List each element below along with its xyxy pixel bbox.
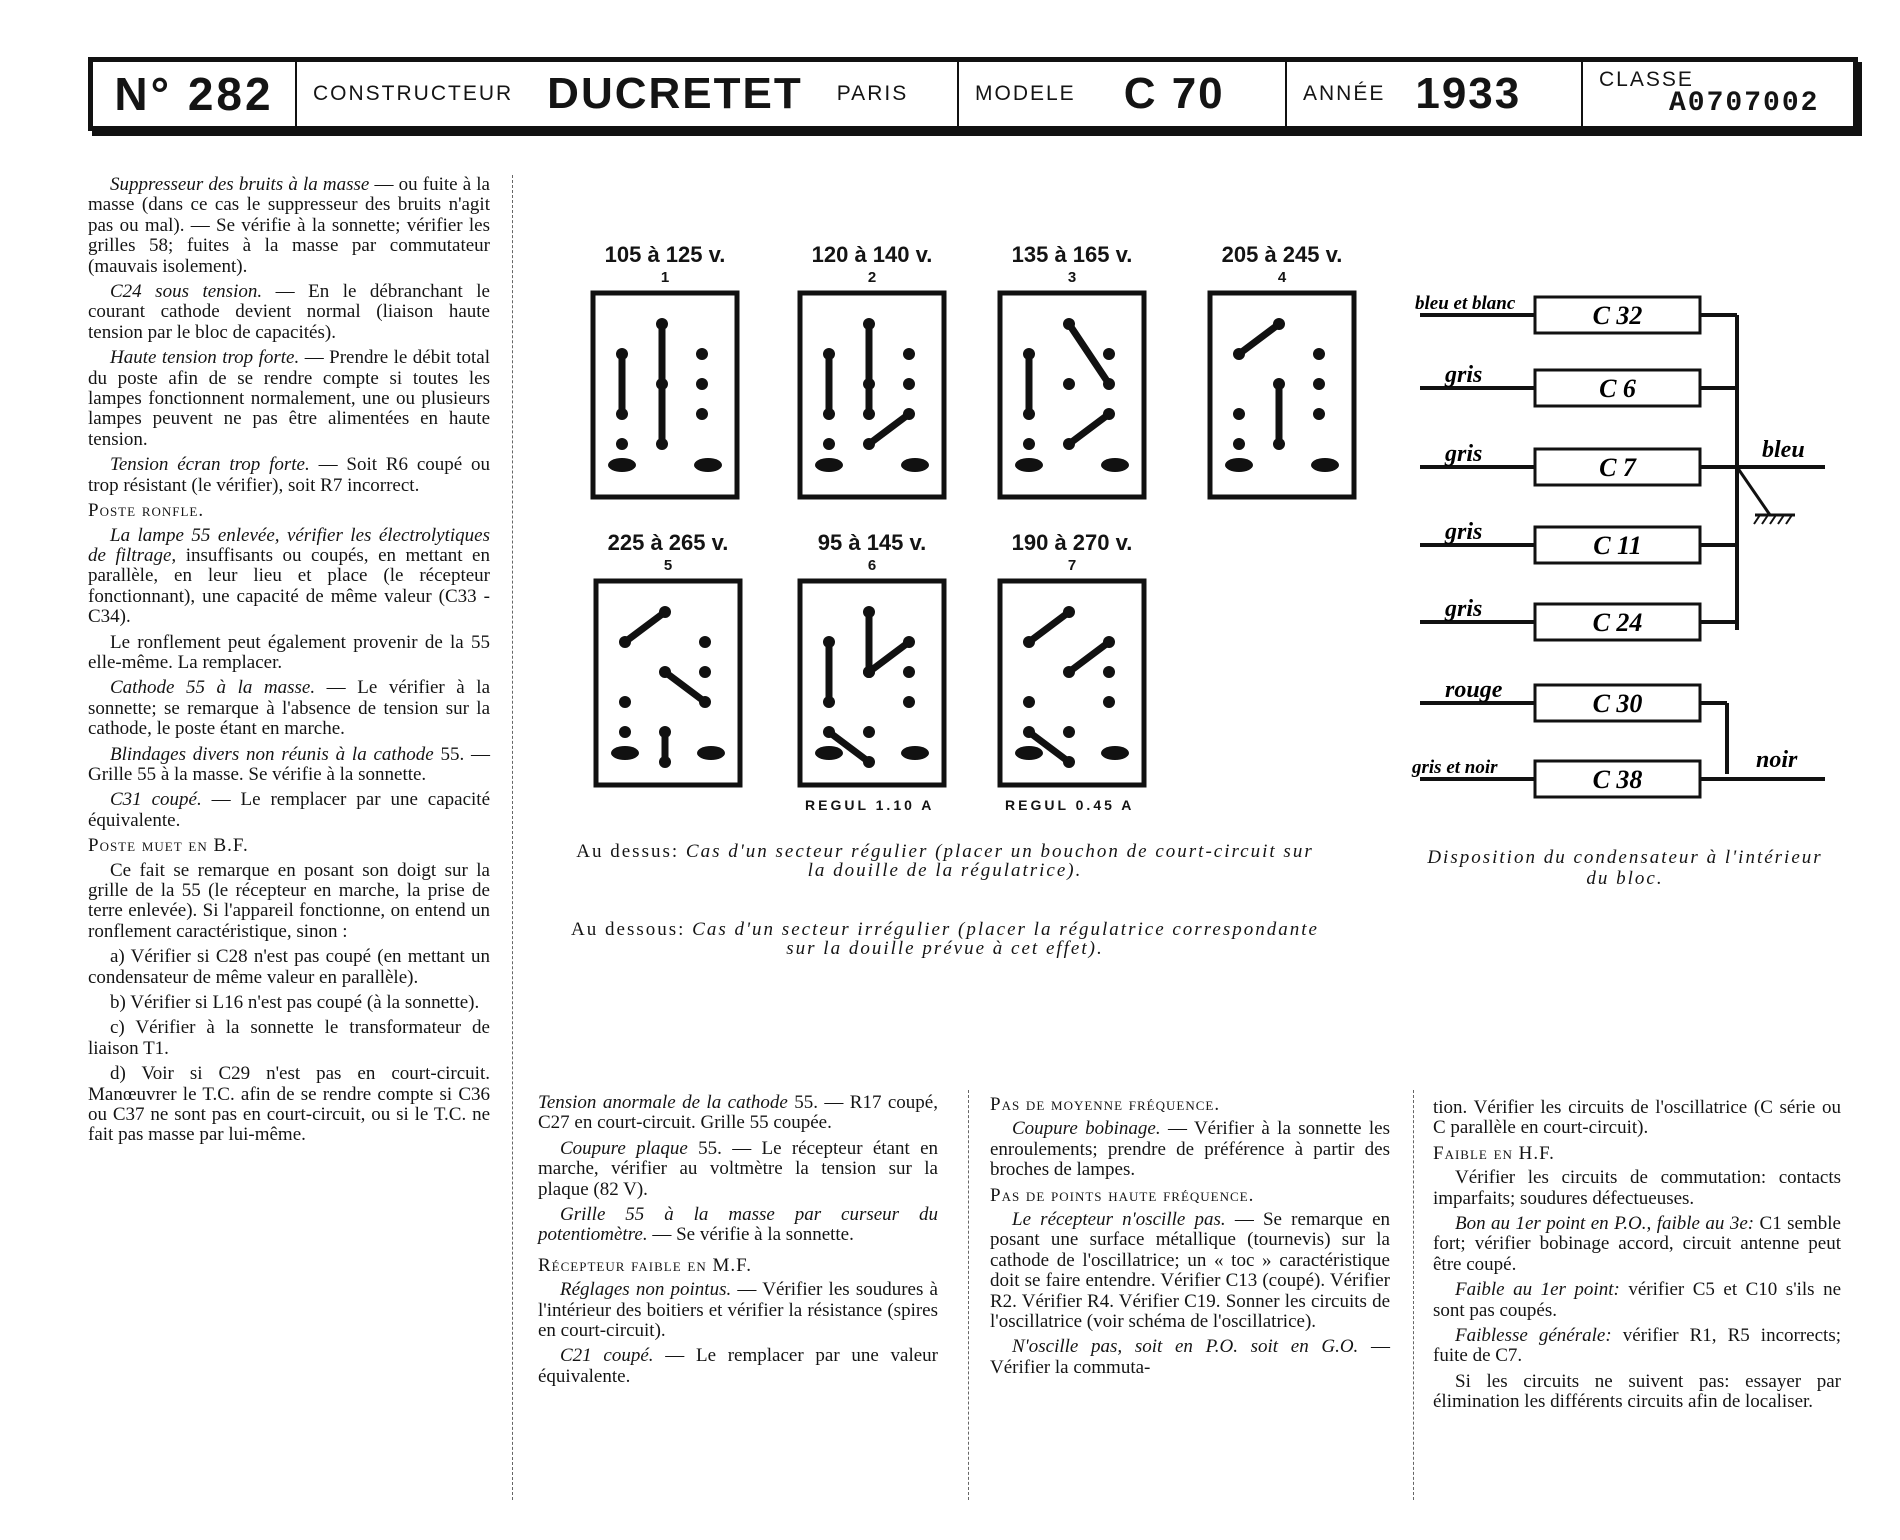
paragraph (1433, 1280, 1841, 1321)
socket-voltage-label-5: 225 à 265 v. (607, 530, 729, 555)
capacitor-row-c11 (1420, 519, 1737, 563)
regul-label-7: REGUL 0.45 A (1005, 797, 1135, 813)
sheet-number-cell (93, 62, 297, 126)
paragraph-body: — Soit R6 coupé ou trop résistant (le vérifier), soit R7 incorrect. (88, 454, 490, 496)
capacitor-label: C 30 (1592, 689, 1643, 718)
socket-number-7: 7 (1067, 557, 1077, 574)
paragraph (990, 1337, 1390, 1378)
wire-label: gris (1445, 441, 1483, 467)
paragraph-body: — Prendre le débit total du poste afin de se rendre compte si toutes les lampes fonctionnent normalement, une ou plusieurs lampes peuvent ne pas être alimentées en haute tension. (88, 347, 491, 450)
modele-value: C 70 (1123, 69, 1225, 118)
paragraph (88, 455, 490, 496)
caption-above (565, 842, 1325, 880)
socket-diagram-1 (590, 290, 740, 500)
socket-number-5: 5 (663, 557, 673, 574)
constructeur-name: DUCRETET (547, 69, 803, 118)
section-heading: Poste ronfle. (88, 500, 205, 522)
socket-diagram-7 (997, 578, 1147, 788)
paragraph (88, 745, 490, 786)
output-label-noir: noir (1756, 747, 1798, 773)
socket-number-2: 2 (867, 269, 877, 286)
paragraph-title: Bon au 1er point en P.O., faible au 3e: (1455, 1213, 1755, 1235)
capacitor-row-c6 (1420, 362, 1737, 406)
caption-text: Cas d'un secteur irrégulier (placer la régulatrice correspondante sur la douille prévue à cet effet). (692, 919, 1319, 959)
paragraph: Ce fait se remarque en posant son doigt sur la grille de la 55 (le récepteur en marche, la prise de terre enlevée). Si l'appareil fonctionne, on entend un ronflement caractéristique, sinon : (88, 859, 490, 942)
paragraph: a) Vérifier si C28 n'est pas coupé (en mettant un condensateur de même valeur en parallèle). (88, 946, 490, 988)
caption-below (565, 920, 1325, 958)
column-divider (1413, 1090, 1414, 1500)
paragraph: Si les circuits ne suivent pas: essayer par élimination les différents circuits afin de localiser. (1433, 1370, 1841, 1413)
paragraph (990, 1210, 1390, 1332)
annee-cell (1287, 62, 1583, 126)
paragraph (88, 282, 490, 343)
wire-label: gris (1445, 519, 1483, 545)
socket-diagram-6 (797, 578, 947, 788)
socket-diagram-4 (1207, 290, 1357, 500)
socket-voltage-label-4: 205 à 245 v. (1221, 242, 1343, 267)
paragraph-body: vérifier R1, R5 incorrects; fuite de C7. (1433, 1325, 1841, 1367)
paragraph (88, 348, 490, 450)
wire-label: bleu et blanc (1415, 293, 1516, 314)
classe-value: A0707002 (1669, 88, 1820, 119)
regul-label-6: REGUL 1.10 A (805, 797, 935, 813)
paragraph: Le ronflement peut également provenir de la 55 elle-même. La remplacer. (88, 631, 490, 673)
paragraph-body: vérifier C5 et C10 s'ils ne sont pas coupés. (1433, 1279, 1842, 1321)
socket-diagram-2 (797, 290, 947, 500)
caption-bloc: Disposition du condensateur à l'intérieur du bloc. (1427, 847, 1823, 889)
ground-link (1737, 467, 1770, 515)
caption-prefix: Au dessus: (576, 841, 680, 862)
paragraph-title: C21 coupé. (560, 1345, 654, 1367)
paragraph-body: — Vérifier les soudures à l'intérieur des boitiers et vérifier la résistance (spires en court-circuit). (538, 1279, 938, 1342)
paragraph-body: — En le débranchant le courant cathode devient normal (liaison haute tension par le bloc de capacités). (88, 281, 490, 343)
sheet-number: N° 282 (114, 68, 274, 120)
wire-label: gris (1445, 596, 1483, 622)
paragraph-body: — Le remplacer par une valeur équivalente. (538, 1345, 938, 1387)
paragraph-title: Grille 55 à la masse par curseur du potentiomètre. (538, 1204, 938, 1246)
text-column-4 (1433, 1098, 1841, 1418)
paragraph-body: 55. — Le récepteur étant en marche, vérifier au voltmètre la tension sur la plaque (82 V). (538, 1137, 939, 1200)
paragraph (538, 1346, 938, 1387)
capacitor-label: C 24 (1592, 608, 1643, 637)
paragraph (88, 678, 490, 739)
paragraph-title: Tension anormale de la cathode (538, 1092, 788, 1113)
capacitor-row-c24 (1420, 596, 1737, 640)
paragraph (538, 1093, 938, 1134)
text-column-left (88, 175, 490, 1151)
paragraph-body: insuffisants ou coupés, en mettant en parallèle, en leur lieu et place (le récepteur fonctionnant), une capacité de même valeur (C33 - C34). (88, 544, 490, 628)
socket-number-4: 4 (1277, 269, 1287, 286)
paragraph-title: Tension écran trop forte. (110, 454, 310, 476)
annee-label: ANNÉE (1303, 82, 1386, 105)
section-heading: Faible en H.F. (1433, 1142, 1555, 1164)
paragraph (88, 175, 490, 277)
socket-number-1: 1 (660, 269, 670, 286)
paragraph-title: Faiblesse générale: (1455, 1325, 1612, 1347)
paragraph-body: — Vérifier la commuta- (990, 1336, 1390, 1378)
section-heading: Poste muet en B.F. (88, 835, 249, 857)
wire-label: gris et noir (1412, 757, 1498, 778)
paragraph-title: Faible au 1er point: (1455, 1279, 1620, 1301)
capacitor-label: C 32 (1592, 301, 1643, 330)
paragraph-body: — Vérifier à la sonnette les enroulements; prendre de préférence à partir des broches de lampes. (990, 1118, 1390, 1181)
paragraph-title: La lampe 55 enlevée, vérifier les électrolytiques de filtrage, (88, 524, 490, 566)
paragraph-title: Cathode 55 à la masse. (110, 677, 316, 699)
socket-voltage-label-2: 120 à 140 v. (811, 242, 933, 267)
paragraph-body: — Le remplacer par une capacité équivalente. (88, 789, 491, 831)
paragraph-body: 55. — Grille 55 à la masse. Se vérifie à la sonnette. (88, 743, 490, 785)
socket-number-6: 6 (867, 557, 877, 574)
paragraph (88, 790, 490, 831)
paragraph-title: Coupure plaque (560, 1137, 688, 1159)
modele-label: MODELE (975, 82, 1076, 105)
paragraph-body: — Se remarque en posant une surface métallique (tournevis) sur la cathode de l'oscillatrice; un « toc » caractéristique doit se faire entendre. Vérifier C13 (coupé). Vérifier R2. Vérifier R4. Vérifier C19. Sonner les circuits de l'oscillatrice (voir schéma de l'oscillatrice). (990, 1209, 1391, 1333)
paragraph-title: C31 coupé. (110, 789, 202, 811)
column-divider (968, 1090, 969, 1500)
classe-label: CLASSE (1599, 68, 1694, 91)
constructeur-cell (297, 62, 957, 126)
paragraph (88, 526, 490, 628)
section-heading: Récepteur faible en M.F. (538, 1254, 752, 1276)
paragraph: tion. Vérifier les circuits de l'oscillatrice (C série ou C parallèle en court-circuit). (1433, 1097, 1841, 1139)
paragraph: Vérifier les circuits de commutation: contacts imparfaits; soudures défectueuses. (1433, 1167, 1841, 1209)
ground-icon (1754, 515, 1795, 524)
capacitor-row-c30 (1420, 677, 1700, 721)
paragraph (1433, 1214, 1841, 1275)
paragraph (538, 1280, 938, 1341)
text-column-2 (538, 1093, 938, 1392)
paragraph-title: Blindages divers non réunis à la cathode (110, 743, 434, 765)
paragraph-title: Le récepteur n'oscille pas. (1012, 1209, 1226, 1231)
capacitor-row-c38 (1411, 757, 1700, 797)
section-heading: Pas de points haute fréquence. (990, 1184, 1255, 1206)
socket-voltage-label-1: 105 à 125 v. (604, 242, 726, 267)
section-heading: Pas de moyenne fréquence. (990, 1094, 1221, 1115)
socket-voltage-label-7: 190 à 270 v. (1011, 530, 1133, 555)
modele-cell (957, 62, 1287, 126)
constructeur-city: PARIS (836, 82, 909, 105)
caption-prefix: Au dessous: (571, 919, 686, 940)
paragraph (538, 1205, 938, 1246)
socket-voltage-label-6: 95 à 145 v. (817, 530, 927, 555)
classe-cell (1583, 62, 1853, 126)
paragraph (1433, 1326, 1841, 1367)
paragraph: d) Voir si C29 n'est pas en court-circuit. Manœuvrer le T.C. afin de se rendre compte si C36 ou C37 ne sont pas en court-circuit, ou si le T.C. ne fait pas masse par lui-même. (88, 1063, 490, 1146)
paragraph-title: C24 sous tension. (110, 281, 263, 303)
socket-diagram-3 (997, 290, 1147, 500)
socket-voltage-label-3: 135 à 165 v. (1011, 242, 1133, 267)
paragraph: c) Vérifier à la sonnette le transformateur de liaison T1. (88, 1017, 490, 1059)
paragraph: b) Vérifier si L16 n'est pas coupé (à la sonnette). (110, 992, 480, 1014)
capacitor-row-c32 (1415, 293, 1737, 333)
socket-diagram-5 (593, 578, 743, 788)
wire-label: rouge (1445, 677, 1503, 703)
capacitor-label: C 6 (1599, 374, 1636, 403)
paragraph-body: — Se vérifie à la sonnette. (647, 1224, 854, 1246)
wire-label: gris (1445, 362, 1483, 388)
capacitor-label: C 38 (1592, 765, 1643, 794)
paragraph-title: Suppresseur des bruits à la masse (110, 174, 370, 195)
paragraph-body: 55. — R17 coupé, C27 en court-circuit. Grille 55 coupée. (538, 1092, 938, 1134)
paragraph-title: Réglages non pointus. (560, 1279, 732, 1301)
capacitor-label: C 7 (1599, 453, 1636, 482)
column-divider (512, 175, 513, 1500)
paragraph-body: — ou fuite à la masse (dans ce cas le suppresseur des bruits n'agit pas ou mal). — Se vérifie à la sonnette; vérifier les grilles 58; fuites à la masse par commutateur (mauvais isolement). (88, 174, 490, 277)
sheet-header (88, 57, 1858, 131)
text-column-3 (990, 1093, 1390, 1383)
constructeur-label: CONSTRUCTEUR (313, 82, 514, 105)
paragraph-body: — Le vérifier à la sonnette; se remarque à l'absence de tension sur la cathode, le poste étant en marche. (88, 677, 491, 740)
paragraph-body: C1 semble fort; vérifier bobinage accord, circuit antenne peut être coupé. (1433, 1213, 1841, 1275)
paragraph-title: Haute tension trop forte. (110, 347, 300, 369)
annee-value: 1933 (1415, 69, 1522, 118)
paragraph-title: Coupure bobinage. (1012, 1118, 1161, 1140)
capacitor-label: C 11 (1593, 531, 1642, 560)
paragraph (990, 1119, 1390, 1180)
socket-number-3: 3 (1067, 269, 1077, 286)
capacitor-block-diagram (1410, 270, 1830, 800)
output-label-bleu: bleu (1762, 437, 1805, 463)
capacitor-row-c7 (1420, 441, 1737, 485)
caption-text: Cas d'un secteur régulier (placer un bouchon de court-circuit sur la douille de la régulatrice). (685, 841, 1314, 881)
paragraph-title: N'oscille pas, soit en P.O. soit en G.O. (1012, 1336, 1359, 1358)
paragraph (538, 1139, 938, 1200)
